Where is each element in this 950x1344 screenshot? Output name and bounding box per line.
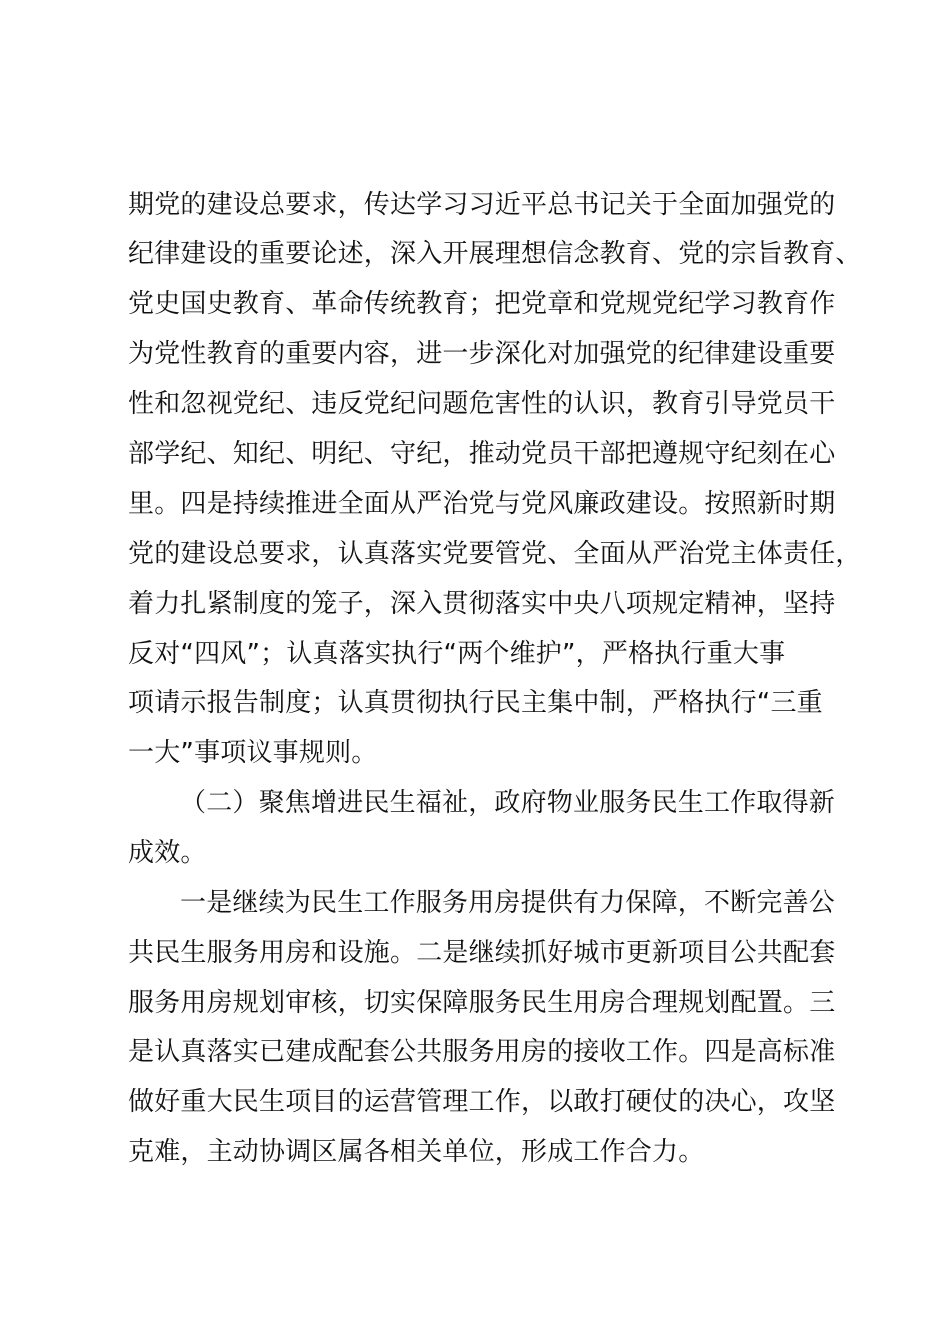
paragraph-line: 党史国史教育、革命传统教育；把党章和党规党纪学习教育作 bbox=[128, 289, 836, 319]
paragraph-line: 性和忽视党纪、违反党纪问题危害性的认识，教育引导党员干 bbox=[128, 389, 836, 419]
paragraph-line: 党的建设总要求，认真落实党要管党、全面从严治党主体责任， bbox=[128, 539, 862, 569]
paragraph-line: 共民生服务用房和设施。二是继续抓好城市更新项目公共配套 bbox=[128, 938, 836, 968]
paragraph-line: 着力扎紧制度的笼子，深入贯彻落实中央八项规定精神，坚持 bbox=[128, 589, 836, 619]
paragraph-line: 为党性教育的重要内容，进一步深化对加强党的纪律建设重要 bbox=[128, 339, 836, 369]
paragraph-line: 反对“四风”；认真落实执行“两个维护”，严格执行重大事 bbox=[128, 639, 786, 669]
paragraph-line: 里。四是持续推进全面从严治党与党风廉政建设。按照新时期 bbox=[128, 489, 836, 519]
paragraph-line: 一是继续为民生工作服务用房提供有力保障，不断完善公 bbox=[180, 888, 836, 918]
paragraph-line: 纪律建设的重要论述，深入开展理想信念教育、党的宗旨教育、 bbox=[128, 239, 862, 269]
section-heading: （二）聚焦增进民生福祉，政府物业服务民生工作取得新 bbox=[180, 788, 836, 818]
paragraph-line: 期党的建设总要求，传达学习习近平总书记关于全面加强党的 bbox=[128, 190, 836, 220]
paragraph-line: 是认真落实已建成配套公共服务用房的接收工作。四是高标准 bbox=[128, 1037, 836, 1067]
section-heading: 成效。 bbox=[128, 838, 207, 868]
paragraph-line: 服务用房规划审核，切实保障服务民生用房合理规划配置。三 bbox=[128, 988, 836, 1018]
paragraph-line: 一大”事项议事规则。 bbox=[128, 738, 378, 768]
paragraph-line: 部学纪、知纪、明纪、守纪，推动党员干部把遵规守纪刻在心 bbox=[128, 439, 836, 469]
paragraph-line: 项请示报告制度；认真贯彻执行民主集中制，严格执行“三重 bbox=[128, 688, 823, 718]
paragraph-line: 克难，主动协调区属各相关单位，形成工作合力。 bbox=[128, 1137, 705, 1167]
paragraph-line: 做好重大民生项目的运营管理工作，以敢打硬仗的决心，攻坚 bbox=[128, 1087, 836, 1117]
